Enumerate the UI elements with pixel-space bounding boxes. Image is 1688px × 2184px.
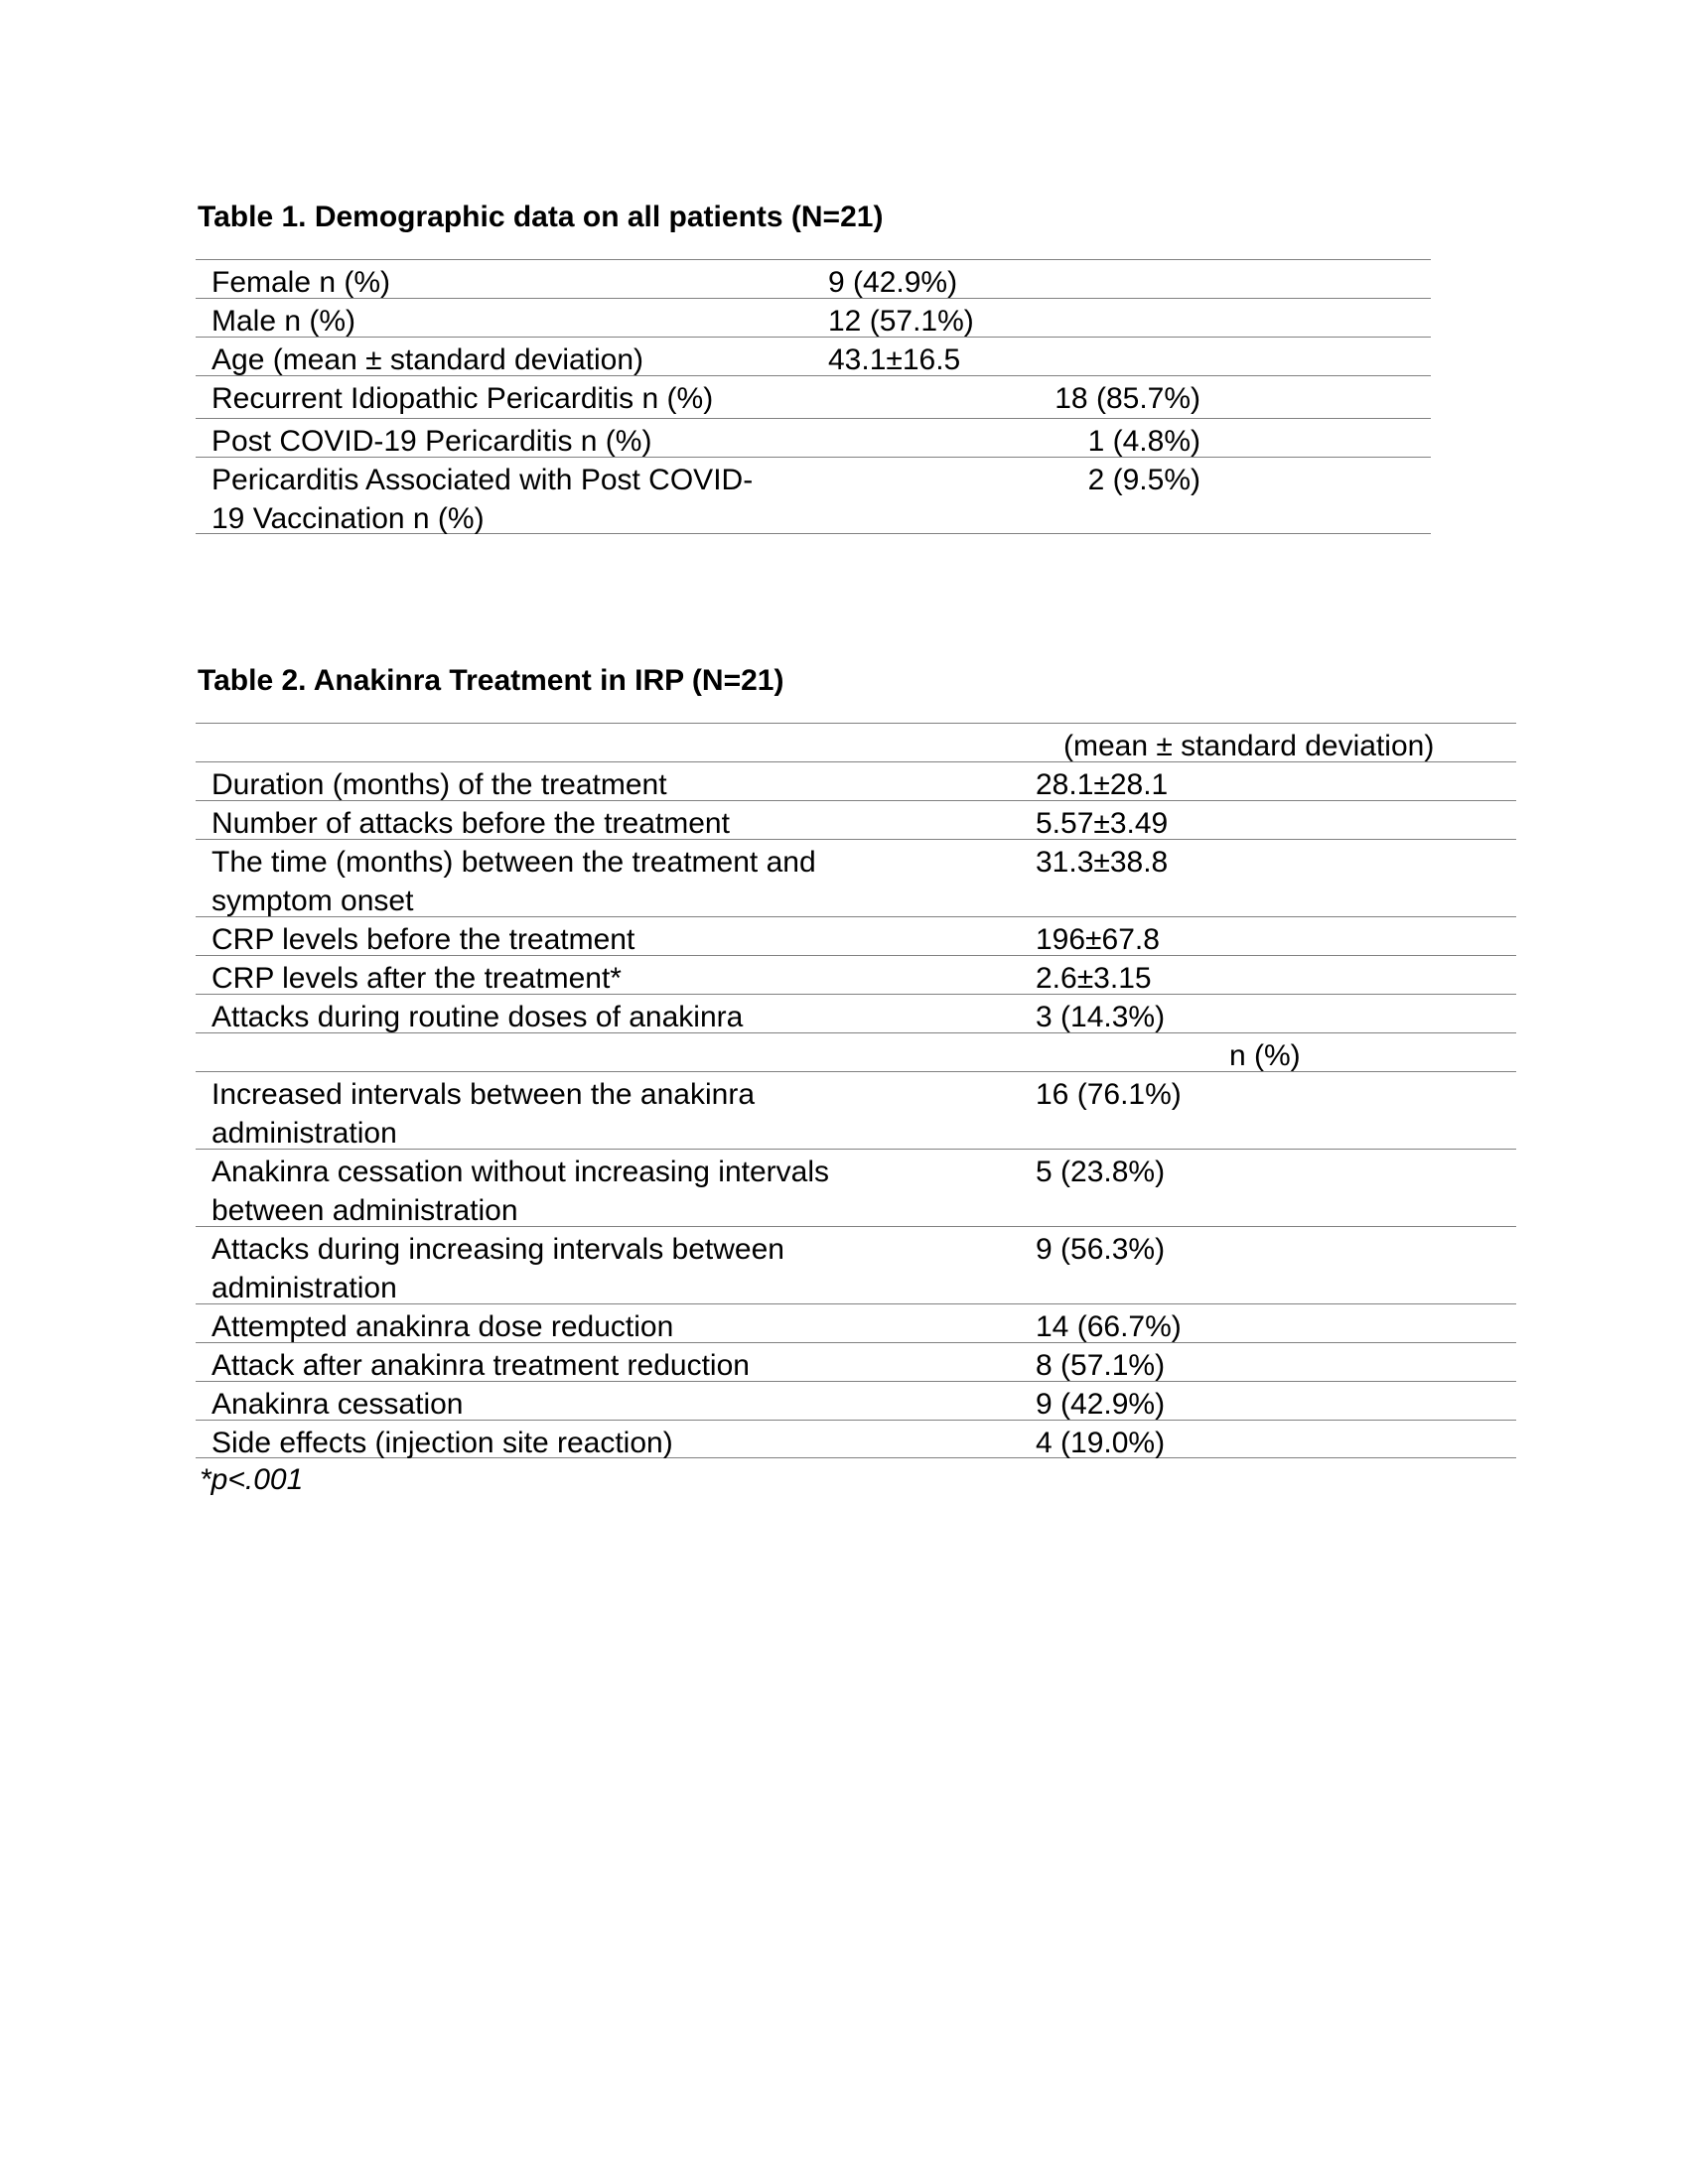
- row-label: Attack after anakinra treatment reduction: [211, 1349, 750, 1382]
- table-row: [196, 761, 1516, 800]
- column-header-n: n (%): [1229, 1039, 1301, 1072]
- row-value: 9 (42.9%): [828, 266, 958, 299]
- row-value: 8 (57.1%): [1036, 1349, 1166, 1382]
- row-label: Attempted anakinra dose reduction: [211, 1310, 674, 1343]
- table2-title: Table 2. Anakinra Treatment in IRP (N=21): [198, 664, 784, 697]
- row-label: Post COVID-19 Pericarditis n (%): [211, 425, 652, 458]
- row-label: CRP levels after the treatment*: [211, 962, 622, 995]
- row-value: 4 (19.0%): [1036, 1427, 1166, 1459]
- column-header-mean: (mean ± standard deviation): [1063, 730, 1435, 762]
- row-label: Age (mean ± standard deviation): [211, 343, 644, 376]
- row-label: Attacks during increasing intervals between administration: [211, 1233, 784, 1304]
- row-label: The time (months) between the treatment and symptom onset: [211, 846, 816, 917]
- table-header-row: [196, 1032, 1516, 1071]
- table-row: [196, 298, 1431, 337]
- row-value: 2.6±3.15: [1036, 962, 1152, 995]
- row-label: Duration (months) of the treatment: [211, 768, 667, 801]
- row-label: Anakinra cessation: [211, 1388, 464, 1421]
- row-value: 2 (9.5%): [1087, 464, 1200, 496]
- table-row: [196, 1381, 1516, 1420]
- table-row: [196, 839, 1516, 916]
- row-label: Pericarditis Associated with Post COVID-19 Vaccination n (%): [211, 464, 754, 535]
- row-value: 5 (23.8%): [1036, 1156, 1166, 1188]
- row-value: 9 (56.3%): [1036, 1233, 1166, 1266]
- row-label: Anakinra cessation without increasing intervals between administration: [211, 1156, 829, 1227]
- table2-footnote: *p<.001: [200, 1463, 304, 1496]
- row-value: 28.1±28.1: [1036, 768, 1169, 801]
- anakinra-treatment-table: [196, 723, 1516, 1458]
- row-value: 31.3±38.8: [1036, 846, 1169, 879]
- demographics-table: [196, 259, 1431, 534]
- row-value: 12 (57.1%): [828, 305, 974, 338]
- table-row: [196, 1420, 1516, 1458]
- table-row: [196, 1149, 1516, 1226]
- row-value: 43.1±16.5: [828, 343, 961, 376]
- row-value: 1 (4.8%): [1087, 425, 1200, 458]
- table-row: [196, 955, 1516, 994]
- table-row: [196, 800, 1516, 839]
- row-value: 14 (66.7%): [1036, 1310, 1182, 1343]
- table-row: [196, 1071, 1516, 1149]
- row-value: 5.57±3.49: [1036, 807, 1169, 840]
- row-label: Side effects (injection site reaction): [211, 1427, 673, 1459]
- row-value: 196±67.8: [1036, 923, 1160, 956]
- table-header-row: [196, 723, 1516, 761]
- row-label: Number of attacks before the treatment: [211, 807, 730, 840]
- row-label: Male n (%): [211, 305, 356, 338]
- row-value: 18 (85.7%): [1055, 382, 1200, 415]
- table-row: [196, 259, 1431, 298]
- row-label: Recurrent Idiopathic Pericarditis n (%): [211, 382, 714, 415]
- table-row: [196, 418, 1431, 457]
- table-row: [196, 1342, 1516, 1381]
- table-row: [196, 457, 1431, 534]
- table-row: [196, 375, 1431, 418]
- table-row: [196, 994, 1516, 1032]
- table-row: [196, 337, 1431, 375]
- table1-title: Table 1. Demographic data on all patients (N=21): [198, 201, 884, 233]
- row-value: 3 (14.3%): [1036, 1001, 1166, 1033]
- table-row: [196, 916, 1516, 955]
- table-row: [196, 1226, 1516, 1303]
- row-label: Increased intervals between the anakinra administration: [211, 1078, 756, 1150]
- row-label: Female n (%): [211, 266, 391, 299]
- table-row: [196, 1303, 1516, 1342]
- row-value: 16 (76.1%): [1036, 1078, 1182, 1111]
- row-label: Attacks during routine doses of anakinra: [211, 1001, 744, 1033]
- row-label: CRP levels before the treatment: [211, 923, 635, 956]
- row-value: 9 (42.9%): [1036, 1388, 1166, 1421]
